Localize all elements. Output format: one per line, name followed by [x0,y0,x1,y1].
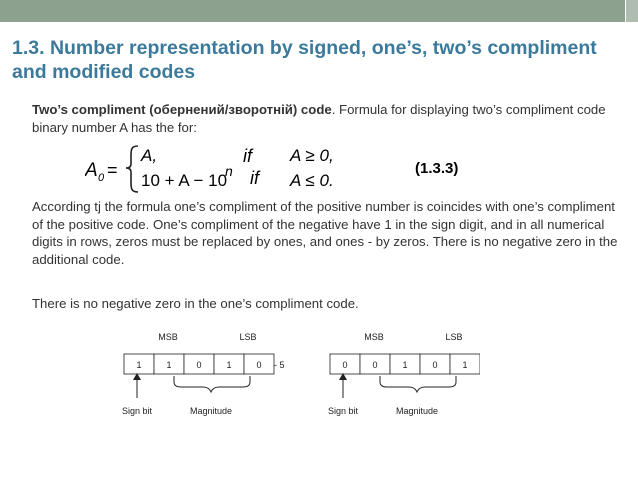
magnitude-brace [174,376,250,392]
bit-diagram-positive [328,332,480,416]
value-label: - 5 [274,360,285,370]
intro-rest: . Formula for displaying two’s compliment code binary number A has the for: [32,102,606,135]
formula-lhs-sub: 0 [98,172,105,184]
bit-value: 1 [226,360,232,370]
formula-1-3-3 [85,140,565,196]
formula-case2-if: if [250,168,259,188]
top-banner [0,0,638,22]
lsb-label: LSB [445,332,463,342]
paragraph-one-compliment: According tj the formula one’s compliment of the positive number is coincides with one’s compliment of the positive code. One’s compliment of the negative have 1 in the sign digit, and in all numerical digits in rows, zeros must be replaced by ones, and ones - by zeros. There is no negative zero in the additional code. [32,199,618,267]
bit-value: 1 [136,360,142,370]
msb-label: MSB [364,332,384,342]
formula-lhs: A [85,160,98,181]
top-banner-corner [625,0,638,22]
bit-cells [124,354,274,374]
magnitude-label: Magnitude [189,406,233,416]
formula-brace [126,146,138,192]
magnitude-label: Magnitude [395,406,439,416]
formula-case2-cond: A ≤ 0. [290,171,334,190]
formula-case1-cond: A ≥ 0, [290,146,334,165]
intro-paragraph [32,101,622,136]
formula-case2-expr: 10 + A − 10 [141,171,228,190]
sign-bit-label: Sign bit [121,406,153,416]
bit-diagrams [110,330,480,420]
bit-value: 1 [166,360,172,370]
bit-diagram-negative [122,332,285,416]
formula-case2-sup: n [225,163,233,179]
bit-value: 0 [196,360,202,370]
bit-cells [330,354,480,374]
bit-value: 1 [402,360,408,370]
slide-title: 1.3. Number representation by signed, one’s, two’s compliment and modified codes [12,37,597,83]
bit-value: 0 [256,360,262,370]
magnitude-brace [380,376,456,392]
formula-case1-if: if [243,146,252,166]
bit-value: 0 [342,360,348,370]
paragraph-negative-zero: There is no negative zero in the one’s compliment code. [32,296,359,311]
bit-value: 0 [432,360,438,370]
formula-equals: = [107,160,118,180]
formula-number: (1.3.3) [415,160,459,177]
intro-lead: Two’s compliment (обернений/зворотній) code [32,102,332,117]
bit-value: 0 [372,360,378,370]
sign-bit-label: Sign bit [327,406,359,416]
lsb-label: LSB [239,332,257,342]
formula-case1-expr: A, [141,146,158,165]
bit-value: 1 [462,360,468,370]
msb-label: MSB [158,332,178,342]
